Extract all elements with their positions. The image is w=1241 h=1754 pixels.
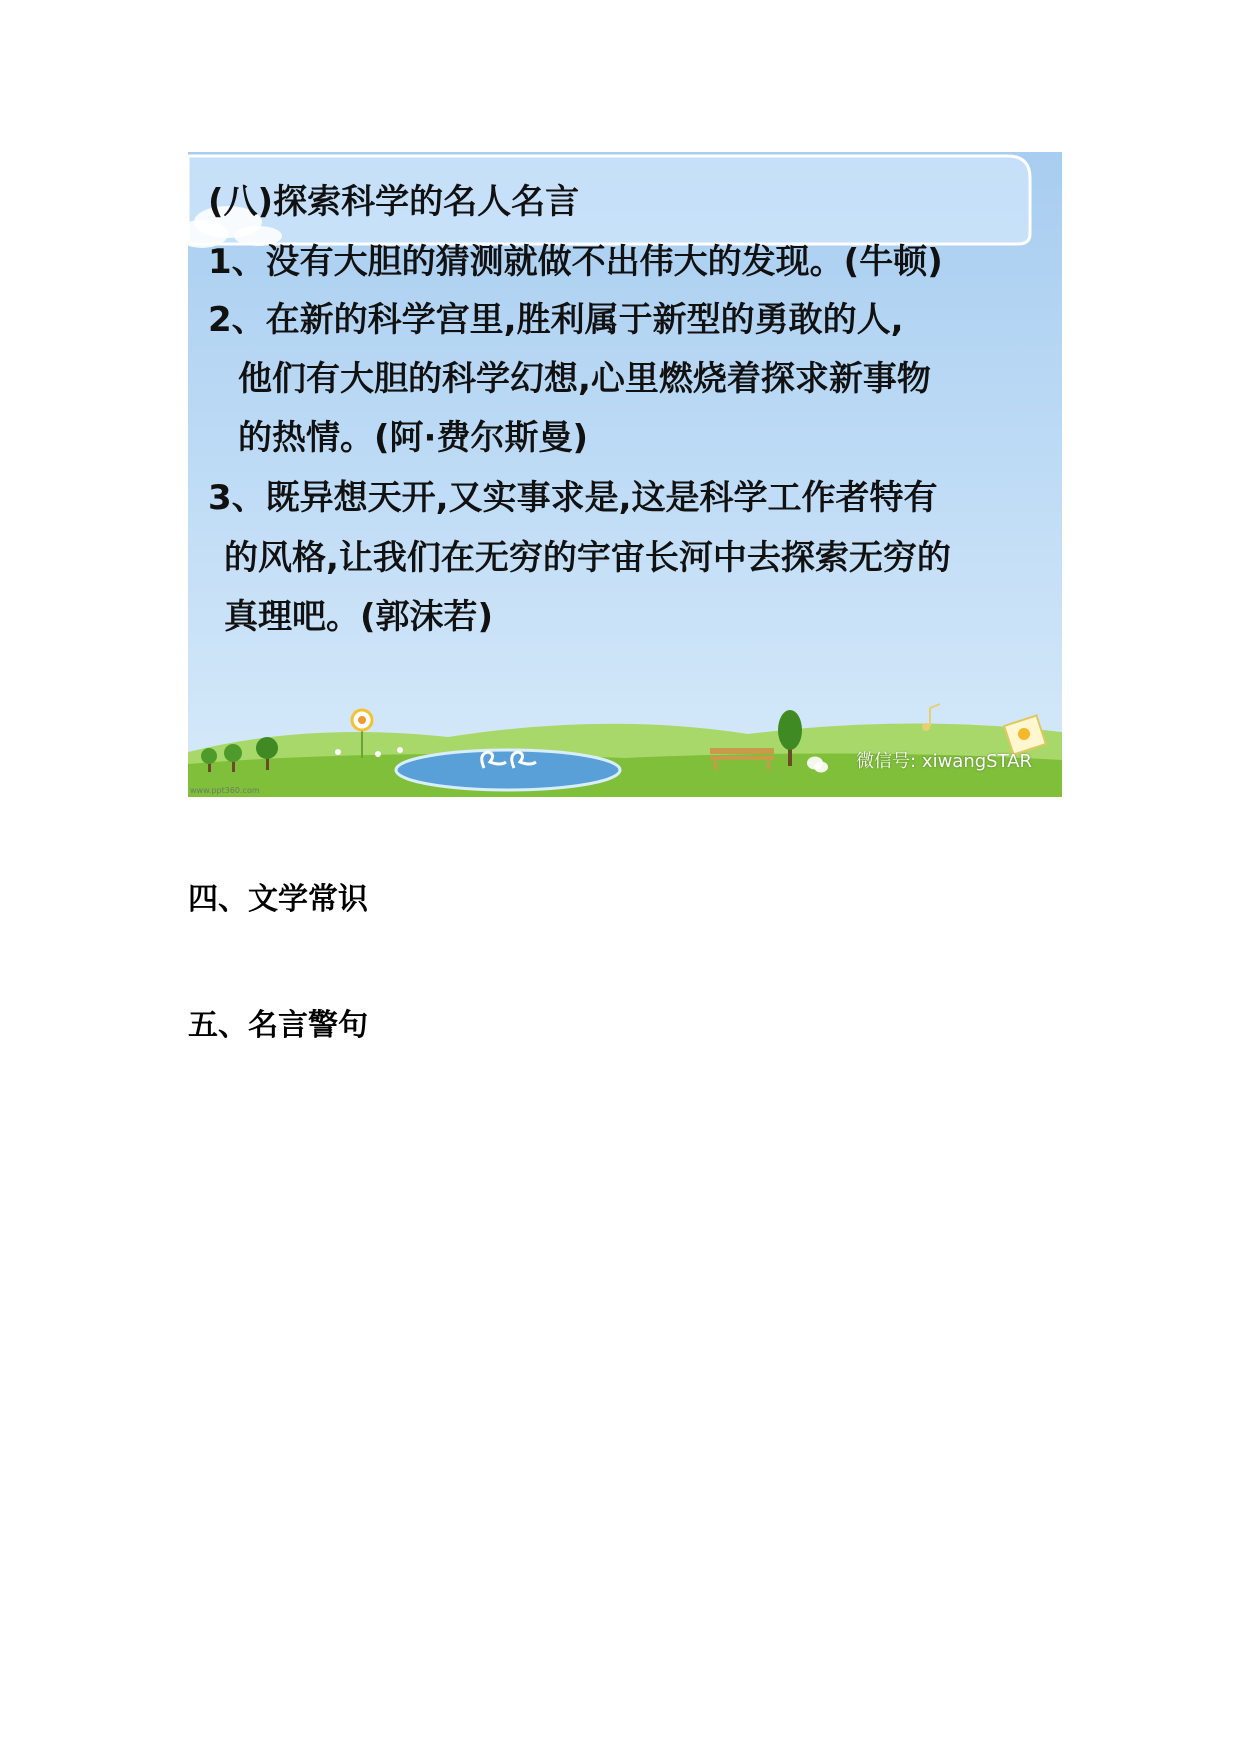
quote-3-line-2: 的风格,让我们在无穷的宇宙长河中去探索无穷的 [224,538,951,578]
slide-title: (八)探索科学的名人名言 [208,182,580,222]
quote-2-line-3: 的热情。(阿·费尔斯曼) [238,418,588,458]
site-mark: www.ppt360.com [190,786,260,795]
quote-3-line-3: 真理吧。(郭沫若) [224,597,494,637]
quote-2-line-1: 2、在新的科学宫里,胜利属于新型的勇敢的人, [208,300,904,340]
section-heading-literature: 四、文学常识 [188,882,368,917]
section-heading-quotes: 五、名言警句 [188,1008,368,1043]
slide-image [188,152,1062,797]
quote-2-line-2: 他们有大胆的科学幻想,心里燃烧着探求新事物 [238,359,931,399]
watermark-text: 微信号: xiwangSTAR [856,751,1032,772]
quote-1-line-1: 1、没有大胆的猜测就做不出伟大的发现。(牛顿) [208,242,943,282]
slide-text-layer [188,152,1062,797]
quote-3-line-1: 3、既异想天开,又实事求是,这是科学工作者特有 [208,478,938,518]
